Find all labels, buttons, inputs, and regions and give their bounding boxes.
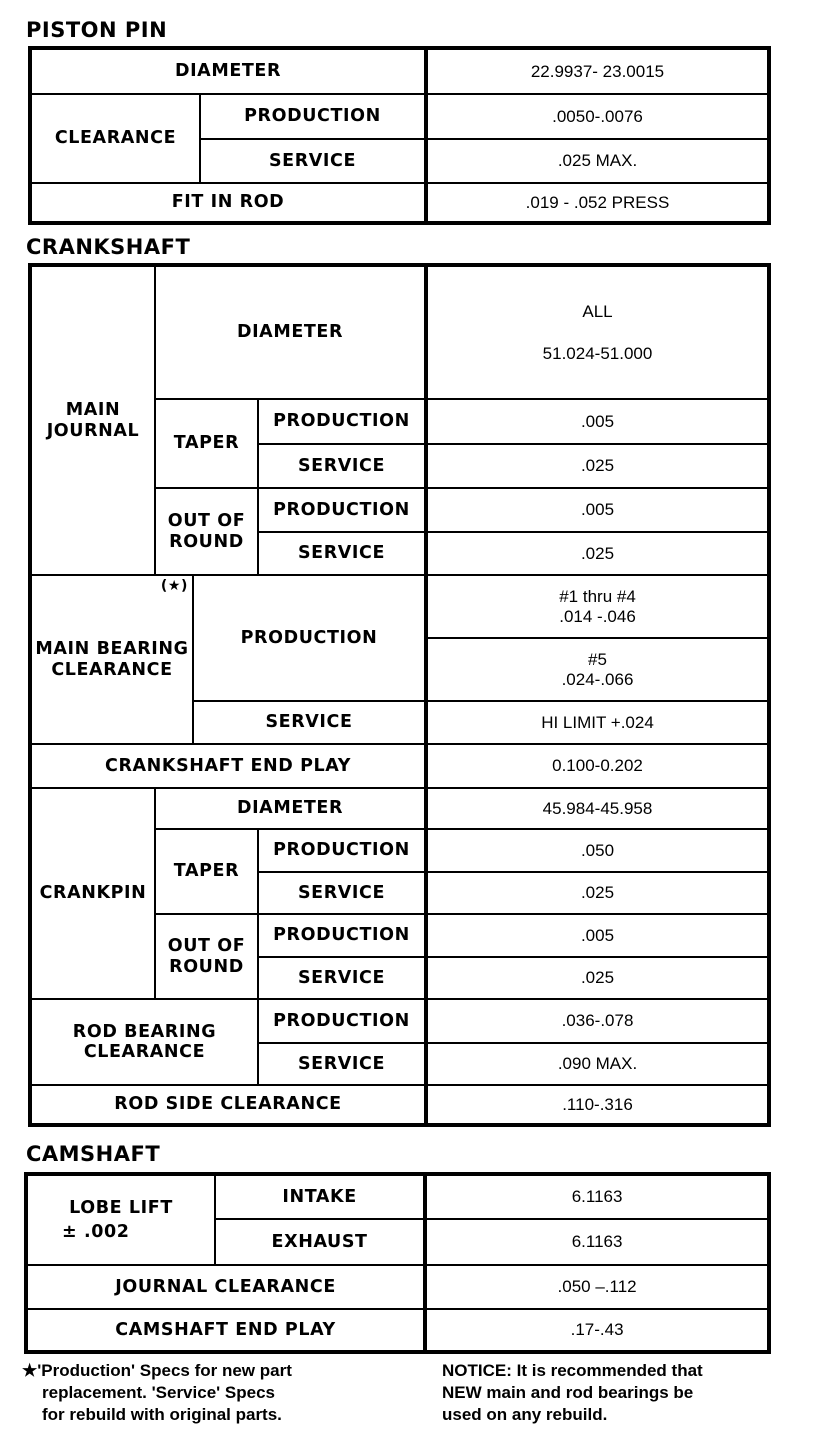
cp-diameter-value: 45.984-45.958 bbox=[426, 788, 769, 829]
cp-taper-label: TAPER bbox=[155, 829, 258, 914]
rb-production-value: .036-.078 bbox=[426, 999, 769, 1043]
mj-diameter-label: DIAMETER bbox=[155, 265, 426, 399]
pp-fit-value: .019 - .052 PRESS bbox=[426, 183, 769, 223]
mj-oor-production-label: PRODUCTION bbox=[258, 488, 426, 532]
rod-side-value: .110-.316 bbox=[426, 1085, 769, 1125]
cp-oor-label: OUT OF ROUND bbox=[155, 914, 258, 999]
camshaft-table bbox=[24, 1172, 771, 1354]
cp-taper-production-value: .050 bbox=[426, 829, 769, 872]
notice-line1: NOTICE: It is recommended that bbox=[442, 1361, 703, 1380]
mj-taper-label: TAPER bbox=[155, 399, 258, 488]
main-journal-label: MAIN JOURNAL bbox=[30, 265, 155, 575]
crank-end-play-value: 0.100-0.202 bbox=[426, 744, 769, 788]
cam-end-play-label: CAMSHAFT END PLAY bbox=[26, 1309, 425, 1352]
mb-production-value-2-line1: #5 bbox=[588, 649, 607, 669]
mb-production-value-1-line2: .014 -.046 bbox=[559, 606, 636, 626]
pp-service-label: SERVICE bbox=[200, 139, 426, 183]
notice-line3: used on any rebuild. bbox=[442, 1405, 608, 1424]
mj-diameter-value-line1: ALL bbox=[582, 301, 613, 321]
piston-pin-title: PISTON PIN bbox=[26, 18, 168, 42]
crankpin-label: CRANKPIN bbox=[30, 788, 155, 999]
mj-oor-service-label: SERVICE bbox=[258, 532, 426, 575]
cp-oor-production-label: PRODUCTION bbox=[258, 914, 426, 957]
notice-line2: NEW main and rod bearings be bbox=[442, 1383, 694, 1402]
mj-taper-service-label: SERVICE bbox=[258, 444, 426, 488]
lobe-lift-tolerance: ± .002 bbox=[62, 1222, 130, 1242]
mj-taper-production-value: .005 bbox=[426, 399, 769, 444]
mb-production-label: PRODUCTION bbox=[193, 575, 426, 701]
mj-diameter-value bbox=[426, 265, 769, 399]
main-bearing-label-text: MAIN BEARING CLEARANCE bbox=[35, 639, 189, 680]
mj-oor-label: OUT OF ROUND bbox=[155, 488, 258, 575]
mb-production-value-2 bbox=[426, 638, 769, 701]
lobe-lift-label bbox=[26, 1174, 215, 1265]
camshaft-title: CAMSHAFT bbox=[26, 1142, 161, 1166]
mb-production-value-1-line1: #1 thru #4 bbox=[559, 586, 636, 606]
star-footnote-mark: (★) bbox=[160, 578, 188, 594]
notice bbox=[442, 1360, 792, 1426]
pp-production-value: .0050-.0076 bbox=[426, 94, 769, 139]
rod-bearing-label: ROD BEARING CLEARANCE bbox=[30, 999, 258, 1085]
rb-service-label: SERVICE bbox=[258, 1043, 426, 1085]
intake-label: INTAKE bbox=[215, 1174, 425, 1219]
mb-production-value-1 bbox=[426, 575, 769, 638]
cam-end-play-value: .17-.43 bbox=[425, 1309, 769, 1352]
exhaust-label: EXHAUST bbox=[215, 1219, 425, 1265]
lobe-lift-label-text: LOBE LIFT bbox=[69, 1197, 173, 1218]
pp-production-label: PRODUCTION bbox=[200, 94, 426, 139]
footnote bbox=[22, 1360, 402, 1426]
piston-pin-table bbox=[28, 46, 771, 225]
main-bearing-label bbox=[30, 575, 193, 744]
pp-diameter-value: 22.9937- 23.0015 bbox=[426, 48, 769, 94]
footnote-line1: ★'Production' Specs for new part bbox=[22, 1361, 292, 1380]
pp-fit-label: FIT IN ROD bbox=[30, 183, 426, 223]
pp-service-value: .025 MAX. bbox=[426, 139, 769, 183]
cp-oor-production-value: .005 bbox=[426, 914, 769, 957]
cp-taper-service-label: SERVICE bbox=[258, 872, 426, 914]
rb-service-value: .090 MAX. bbox=[426, 1043, 769, 1085]
cp-oor-service-label: SERVICE bbox=[258, 957, 426, 999]
cp-taper-service-value: .025 bbox=[426, 872, 769, 914]
mb-service-value: HI LIMIT +.024 bbox=[426, 701, 769, 744]
crank-end-play-label: CRANKSHAFT END PLAY bbox=[30, 744, 426, 788]
mb-production-value-2-line2: .024-.066 bbox=[561, 669, 634, 689]
mj-oor-service-value: .025 bbox=[426, 532, 769, 575]
cp-oor-service-value: .025 bbox=[426, 957, 769, 999]
mb-service-label: SERVICE bbox=[193, 701, 426, 744]
footnote-line2: replacement. 'Service' Specs bbox=[42, 1383, 275, 1402]
cp-diameter-label: DIAMETER bbox=[155, 788, 426, 829]
rb-production-label: PRODUCTION bbox=[258, 999, 426, 1043]
mj-taper-production-label: PRODUCTION bbox=[258, 399, 426, 444]
journal-clearance-value: .050 –.112 bbox=[425, 1265, 769, 1309]
exhaust-value: 6.1163 bbox=[425, 1219, 769, 1265]
pp-diameter-label: DIAMETER bbox=[30, 48, 426, 94]
mj-taper-service-value: .025 bbox=[426, 444, 769, 488]
rod-side-label: ROD SIDE CLEARANCE bbox=[30, 1085, 426, 1125]
crankshaft-table bbox=[28, 263, 771, 1127]
journal-clearance-label: JOURNAL CLEARANCE bbox=[26, 1265, 425, 1309]
cp-taper-production-label: PRODUCTION bbox=[258, 829, 426, 872]
mj-diameter-value-line2: 51.024-51.000 bbox=[542, 343, 653, 363]
footnote-line3: for rebuild with original parts. bbox=[42, 1405, 282, 1424]
pp-clearance-label: CLEARANCE bbox=[30, 94, 200, 183]
mj-oor-production-value: .005 bbox=[426, 488, 769, 532]
intake-value: 6.1163 bbox=[425, 1174, 769, 1219]
crankshaft-title: CRANKSHAFT bbox=[26, 235, 191, 259]
